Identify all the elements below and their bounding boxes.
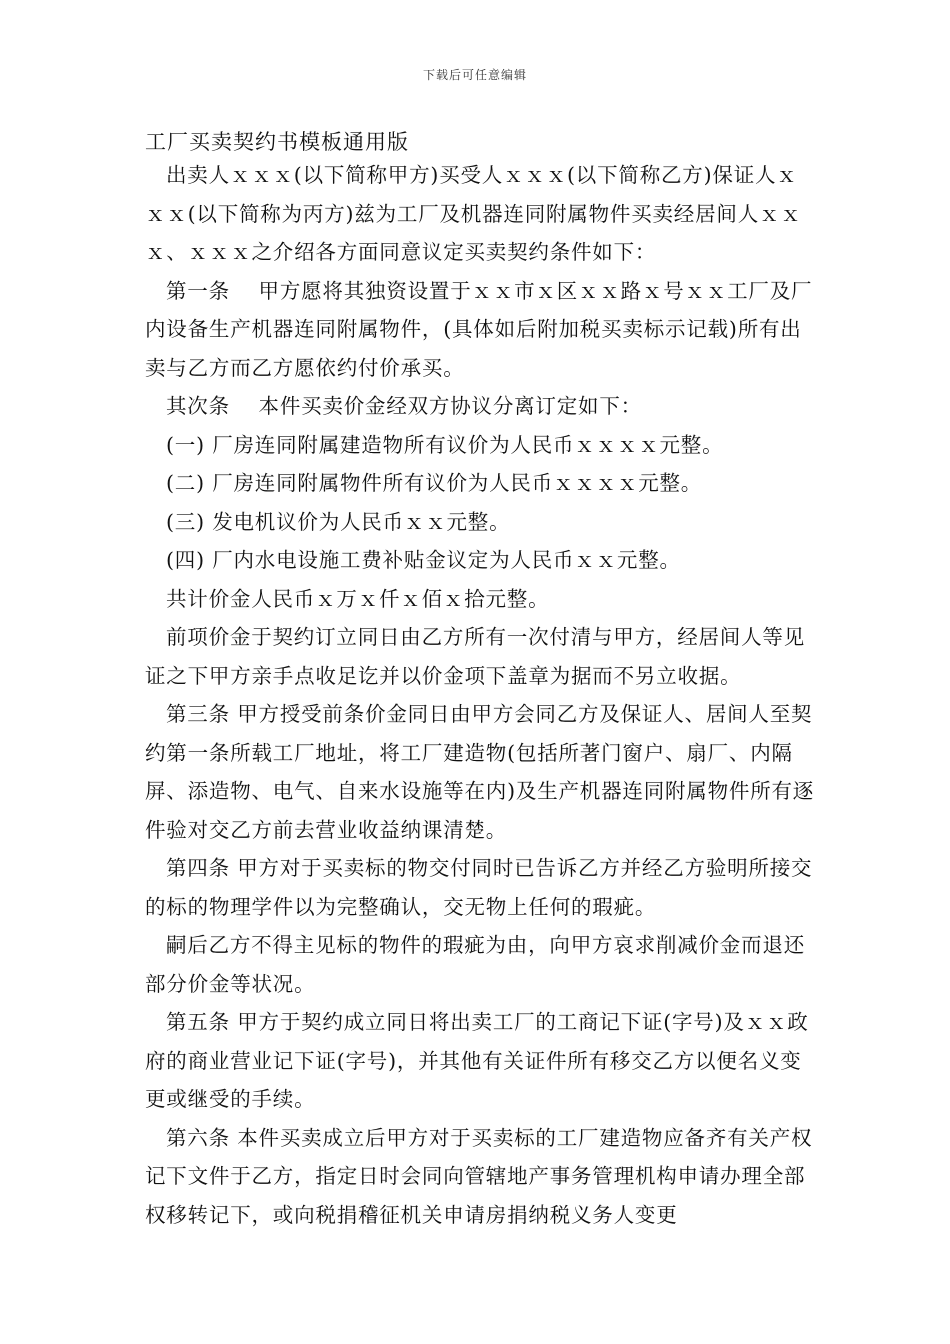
paragraph-article-2: 其次条 本件买卖价金经双方协议分离订定如下： xyxy=(166,394,642,418)
price-item-4: (四) 厂内水电设施工费补贴金议定为人民币ｘｘ元整。 xyxy=(166,548,681,572)
page-header: 下载后可任意编辑 xyxy=(422,68,527,82)
price-item-3: (三) 发电机议价为人民币ｘｘ元整。 xyxy=(166,509,511,534)
paragraph-article-4: 第四条 甲方对于买卖标的物交付同时已告诉乙方并经乙方验明所接交的标的物理学件以为完整确认，交无物上任何的瑕疵。 xyxy=(145,856,813,919)
paragraph-article-1: 第一条 甲方愿将其独资设置于ｘｘ市ｘ区ｘｘ路ｘ号ｘｘ工厂及厂内设备生产机器连同附属物件，(具体如后附加税买卖标示记载)所有出卖与乙方而乙方愿依约付价承买。 xyxy=(145,278,813,380)
document-body xyxy=(145,156,815,1234)
paragraph-defects: 嗣后乙方不得主见标的物件的瑕疵为由，向甲方哀求削减价金而退还部分价金等状况。 xyxy=(145,933,805,996)
document-title: 工厂买卖契约书模板通用版 xyxy=(145,130,409,154)
price-item-1: (一) 厂房连同附属建造物所有议价为人民币ｘｘｘｘ元整。 xyxy=(166,432,724,457)
paragraph-article-3: 第三条 甲方授受前条价金同日由甲方会同乙方及保证人、居间人至契约第一条所载工厂地址，将工厂建造物(包括所著门窗户、扇厂、内隔屏、添造物、电气、自来水设施等在内)及生产机器连同附属物件所有逐件验对交乙方前去营业收益纳课清楚。 xyxy=(145,702,815,842)
price-item-2: (二) 厂房连同附属物件所有议价为人民币ｘｘｘｘ元整。 xyxy=(166,471,703,495)
paragraph-article-6: 第六条 本件买卖成立后甲方对于买卖标的工厂建造物应备齐有关产权记下文件于乙方，指定日时会同向管辖地产事务管理机构申请办理全部权移转记下，或向税捐稽征机关申请房捐纳税义务人变更 xyxy=(145,1125,813,1227)
paragraph-article-5: 第五条 甲方于契约成立同日将出卖工厂的工商记下证(字号)及ｘｘ政府的商业营业记下证(字号)，并其他有关证件所有移交乙方以便名义变更或继受的手续。 xyxy=(145,1010,809,1111)
paragraph-payment: 前项价金于契约订立同日由乙方所有一次付清与甲方，经居间人等见证之下甲方亲手点收足讫并以价金项下盖章为据而不另立收据。 xyxy=(145,625,805,688)
price-total: 共计价金人民币ｘ万ｘ仟ｘ佰ｘ拾元整。 xyxy=(166,586,550,611)
paragraph-intro: 出卖人ｘｘｘ(以下简称甲方)买受人ｘｘｘ(以下简称乙方)保证人ｘｘｘ(以下简称为丙方)兹为工厂及机器连同附属物件买卖经居间人ｘｘｘ、ｘｘｘ之介绍各方面同意议定买卖契约条件如下： xyxy=(145,163,802,264)
